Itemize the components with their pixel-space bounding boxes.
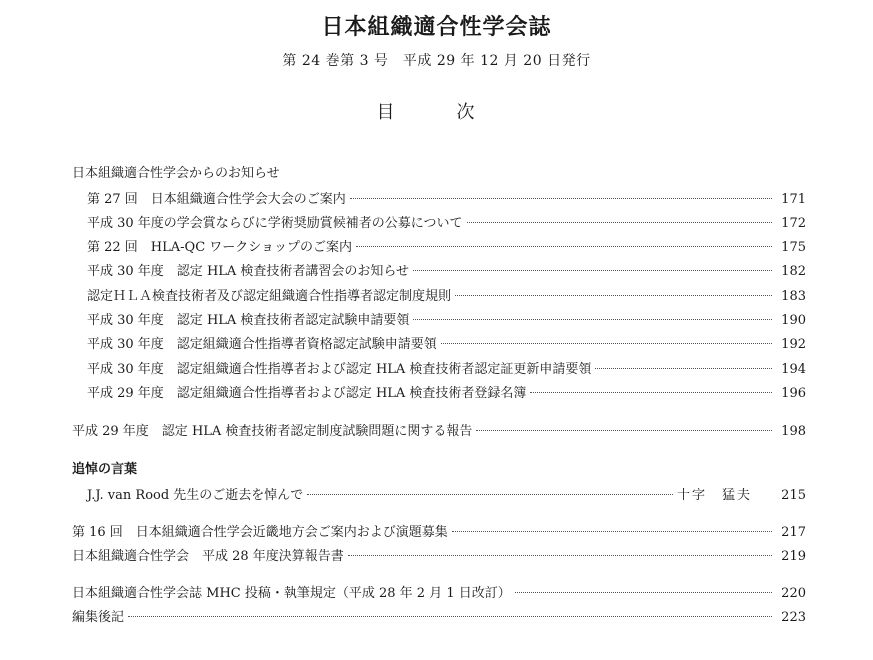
leader-dots xyxy=(307,494,673,495)
toc-entry-title: 第 27 回 日本組織適合性学会大会のご案内 xyxy=(87,192,346,207)
toc-entry-report[interactable] xyxy=(72,421,806,443)
leader-dots xyxy=(530,392,772,393)
toc-entry-page: 175 xyxy=(781,240,806,255)
toc-heading: 目 次 xyxy=(376,102,497,123)
leader-dots xyxy=(476,430,772,431)
toc-entry[interactable] xyxy=(87,189,806,211)
leader-dots xyxy=(350,198,772,199)
toc-entry-title: 平成 30 年度の学会賞ならびに学術奨励賞候補者の公募について xyxy=(87,216,463,231)
issue-info: 第 24 巻第 3 号 平成 29 年 12 月 20 日発行 xyxy=(282,53,591,69)
toc-entry[interactable] xyxy=(87,213,806,235)
toc-entry-title: 日本組織適合性学会誌 MHC 投稿・執筆規定（平成 28 年 2 月 1 日改訂） xyxy=(72,586,511,601)
leader-dots xyxy=(128,616,772,617)
leader-dots xyxy=(467,222,772,223)
toc-entry-page: 190 xyxy=(781,313,806,328)
toc-entry-title: 平成 29 年度 認定組織適合性指導者および認定 HLA 検査技術者登録名簿 xyxy=(87,386,527,401)
leader-dots xyxy=(455,295,772,296)
toc-entry-page: 171 xyxy=(781,192,806,207)
toc-entry-page: 194 xyxy=(781,362,806,377)
toc-entry[interactable] xyxy=(72,607,806,629)
leader-dots xyxy=(413,319,772,320)
toc-entry-page: 220 xyxy=(781,586,806,601)
journal-title: 日本組織適合性学会誌 xyxy=(321,14,552,40)
leader-dots xyxy=(595,368,772,369)
toc-entry[interactable] xyxy=(87,261,806,283)
toc-entry[interactable] xyxy=(87,359,806,381)
leader-dots xyxy=(413,270,772,271)
leader-dots xyxy=(515,592,772,593)
toc-entry-title: 認定ＨＬＡ検査技術者及び認定組織適合性指導者認定制度規則 xyxy=(87,289,452,304)
toc-entry-title: J.J. van Rood 先生のご逝去を悼んで xyxy=(87,488,304,503)
leader-dots xyxy=(452,531,772,532)
toc-entry-page: 196 xyxy=(781,386,806,401)
section-heading-memorial: 追悼の言葉 xyxy=(72,462,138,477)
section-heading-notice: 日本組織適合性学会からのお知らせ xyxy=(72,166,280,181)
toc-entry-page: 215 xyxy=(781,488,806,503)
toc-entry[interactable] xyxy=(72,546,806,568)
toc-entry-page: 182 xyxy=(781,264,806,279)
toc-entry[interactable] xyxy=(87,310,806,332)
toc-entry[interactable] xyxy=(87,286,806,308)
toc-entry-title: 平成 30 年度 認定組織適合性指導者資格認定試験申請要領 xyxy=(87,337,437,352)
toc-entry-title: 平成 30 年度 認定 HLA 検査技術者認定試験申請要領 xyxy=(87,313,410,328)
toc-entry-title: 第 16 回 日本組織適合性学会近畿地方会ご案内および演題募集 xyxy=(72,525,448,540)
toc-entry-title: 平成 30 年度 認定組織適合性指導者および認定 HLA 検査技術者認定証更新申請要領 xyxy=(87,362,592,377)
toc-entry[interactable] xyxy=(87,383,806,405)
toc-entry[interactable] xyxy=(72,583,806,605)
toc-entry-title: 平成 29 年度 認定 HLA 検査技術者認定制度試験問題に関する報告 xyxy=(72,424,473,439)
toc-entry-page: 217 xyxy=(781,525,806,540)
toc-entry-title: 第 22 回 HLA-QC ワークショップのご案内 xyxy=(87,240,353,255)
toc-entry-page: 183 xyxy=(781,289,806,304)
toc-entry-title: 編集後記 xyxy=(72,610,125,625)
toc-entry[interactable] xyxy=(87,237,806,259)
toc-entry[interactable] xyxy=(87,334,806,356)
leader-dots xyxy=(348,555,772,556)
leader-dots xyxy=(356,246,772,247)
toc-entry-page: 198 xyxy=(781,424,806,439)
leader-dots xyxy=(441,343,772,344)
toc-entry-page: 219 xyxy=(781,549,806,564)
toc-entry-page: 192 xyxy=(781,337,806,352)
toc-entry[interactable] xyxy=(72,522,806,544)
toc-entry-title: 平成 30 年度 認定 HLA 検査技術者講習会のお知らせ xyxy=(87,264,410,279)
toc-entry-page: 223 xyxy=(781,610,806,625)
toc-entry-author: 十字 猛夫 xyxy=(676,488,752,503)
toc-entry-title: 日本組織適合性学会 平成 28 年度決算報告書 xyxy=(72,549,344,564)
toc-entry-page: 172 xyxy=(781,216,806,231)
toc-entry-memorial[interactable] xyxy=(87,485,806,507)
